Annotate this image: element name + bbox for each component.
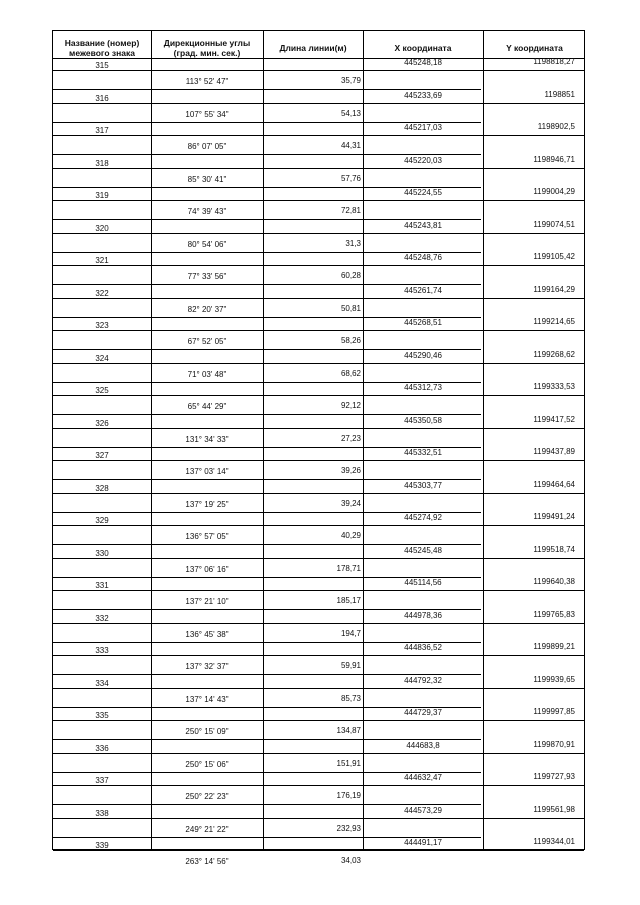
x-coordinate: 444729,37	[404, 708, 442, 717]
row-divider	[53, 103, 584, 104]
direction-angle: 77° 33' 56"	[187, 272, 227, 281]
y-coordinate: 1199518,74	[533, 544, 575, 554]
point-name: 331	[95, 581, 109, 590]
point-name: 317	[95, 126, 109, 135]
y-coordinate: 1199640,38	[533, 577, 575, 586]
direction-angle: 250° 15' 09"	[185, 727, 229, 736]
line-length: 185,17	[336, 596, 361, 605]
direction-angle: 263° 14' 56"	[185, 857, 229, 866]
line-length: 72,81	[340, 206, 361, 215]
x-coordinate: 445220,03	[404, 155, 442, 165]
line-length: 44,31	[340, 141, 361, 150]
x-coordinate: 445217,03	[404, 123, 442, 132]
row-divider	[53, 233, 584, 234]
point-name: 316	[95, 93, 109, 103]
line-length: 194,7	[340, 628, 361, 638]
y-coordinate: 1198818,27	[533, 57, 575, 66]
y-coordinate: 1199437,89	[533, 447, 575, 456]
x-coordinate: 444978,36	[404, 610, 442, 620]
line-length: 178,71	[336, 563, 361, 573]
y-coordinate: 1199464,64	[533, 479, 575, 489]
row-divider	[53, 850, 584, 851]
x-coordinate: 445245,48	[404, 545, 442, 555]
direction-angle: 113° 52' 47"	[185, 77, 229, 86]
point-name: 330	[95, 548, 109, 558]
line-length: 134,87	[336, 726, 361, 735]
y-coordinate: 1198851	[544, 89, 575, 99]
header-y: Y координата	[506, 42, 563, 53]
point-name: 315	[95, 61, 109, 70]
row-divider	[53, 623, 584, 624]
header-length: Длина линии(м)	[279, 42, 347, 53]
row-divider	[53, 200, 584, 201]
point-name: 333	[95, 646, 109, 655]
direction-angle: 80° 54' 06"	[187, 239, 227, 249]
x-coordinate: 445332,51	[404, 448, 442, 457]
row-divider	[53, 298, 584, 299]
line-length: 92,12	[340, 401, 361, 410]
y-coordinate: 1199939,65	[533, 674, 575, 684]
y-coordinate: 1199997,85	[533, 707, 575, 716]
point-name: 319	[95, 191, 109, 200]
line-length: 34,03	[340, 856, 361, 865]
y-coordinate: 1199164,29	[533, 284, 575, 294]
direction-angle: 137° 14' 43"	[185, 694, 229, 704]
point-name: 339	[95, 841, 109, 850]
point-name: 334	[95, 678, 109, 688]
line-length: 54,13	[340, 108, 361, 118]
y-coordinate: 1199899,21	[533, 642, 575, 651]
x-coordinate: 445224,55	[404, 188, 442, 197]
header-x: X координата	[394, 42, 452, 53]
y-coordinate: 1199870,91	[533, 739, 575, 749]
y-coordinate: 1199727,93	[533, 772, 575, 781]
line-length: 59,91	[340, 661, 361, 670]
row-divider	[53, 70, 584, 71]
x-coordinate: 445114,56	[404, 578, 442, 587]
row-divider	[53, 265, 584, 266]
y-coordinate: 1199004,29	[533, 187, 575, 196]
row-divider	[53, 168, 584, 169]
x-coordinate: 445233,69	[404, 90, 442, 100]
row-divider	[53, 135, 584, 136]
x-coordinate: 445243,81	[404, 220, 442, 230]
y-coordinate: 1199561,98	[533, 804, 575, 814]
coordinates-table	[52, 30, 585, 866]
point-name: 326	[95, 418, 109, 428]
point-name: 337	[95, 776, 109, 785]
x-coordinate: 445290,46	[404, 350, 442, 360]
x-coordinate: 445274,92	[404, 513, 442, 522]
direction-angle: 137° 21' 10"	[185, 597, 229, 606]
row-divider	[53, 363, 584, 364]
point-name: 329	[95, 516, 109, 525]
row-divider	[53, 753, 584, 754]
x-coordinate: 444836,52	[404, 643, 442, 652]
x-coordinate: 445350,58	[404, 415, 442, 425]
direction-angle: 136° 45' 38"	[185, 629, 229, 639]
point-name: 335	[95, 711, 109, 720]
x-coordinate: 444632,47	[404, 773, 442, 782]
y-coordinate: 1199491,24	[533, 512, 575, 521]
direction-angle: 107° 55' 34"	[185, 109, 229, 119]
direction-angle: 249° 21' 22"	[185, 824, 229, 834]
row-divider	[53, 493, 584, 494]
line-length: 85,73	[340, 693, 361, 703]
point-name: 328	[95, 483, 109, 493]
row-divider	[53, 590, 584, 591]
row-divider	[53, 330, 584, 331]
point-name: 320	[95, 223, 109, 233]
row-divider	[53, 460, 584, 461]
row-divider	[53, 525, 584, 526]
y-coordinate: 1199333,53	[533, 382, 575, 391]
point-name: 318	[95, 158, 109, 168]
x-coordinate: 444573,29	[404, 805, 442, 815]
x-coordinate: 445303,77	[404, 480, 442, 490]
line-length: 35,79	[340, 76, 361, 85]
line-length: 31,3	[345, 238, 361, 248]
line-length: 58,26	[340, 336, 361, 345]
x-coordinate: 444683,8	[406, 740, 440, 750]
direction-angle: 85° 30' 41"	[187, 174, 227, 184]
direction-angle: 86° 07' 05"	[187, 142, 227, 151]
y-coordinate: 1198902,5	[537, 122, 575, 131]
point-name: 325	[95, 386, 109, 395]
line-length: 39,26	[340, 466, 361, 475]
y-coordinate: 1199214,65	[533, 317, 575, 326]
x-coordinate: 445248,76	[404, 253, 442, 262]
direction-angle: 137° 32' 37"	[185, 662, 229, 671]
direction-angle: 71° 03' 48"	[187, 369, 227, 379]
row-divider	[53, 428, 584, 429]
point-name: 338	[95, 808, 109, 818]
line-length: 40,29	[340, 531, 361, 540]
y-coordinate: 1198946,71	[533, 154, 575, 164]
point-name: 323	[95, 321, 109, 330]
y-coordinate: 1199417,52	[533, 414, 575, 424]
y-coordinate: 1199105,42	[533, 252, 575, 261]
line-length: 50,81	[340, 303, 361, 313]
direction-angle: 67° 52' 05"	[187, 337, 227, 346]
y-coordinate: 1199268,62	[533, 349, 575, 359]
direction-angle: 131° 34' 33"	[185, 434, 229, 444]
header-name: Название (номер) межевого знака	[64, 37, 140, 58]
x-coordinate: 445268,51	[404, 318, 442, 327]
direction-angle: 65° 44' 29"	[187, 402, 227, 411]
y-coordinate: 1199765,83	[533, 609, 575, 619]
x-coordinate: 444491,17	[404, 838, 442, 847]
row-divider	[53, 688, 584, 689]
line-length: 39,24	[340, 498, 361, 508]
direction-angle: 250° 15' 06"	[185, 759, 229, 769]
direction-angle: 250° 22' 23"	[185, 792, 229, 801]
point-name: 322	[95, 288, 109, 298]
point-name: 336	[95, 743, 109, 753]
x-coordinate: 445312,73	[404, 383, 442, 392]
row-divider	[53, 720, 584, 721]
x-coordinate: 445261,74	[404, 285, 442, 295]
row-divider	[53, 655, 584, 656]
line-length: 60,28	[340, 271, 361, 280]
direction-angle: 82° 20' 37"	[187, 304, 227, 314]
point-name: 332	[95, 613, 109, 623]
x-coordinate: 445248,18	[404, 58, 442, 67]
point-name: 321	[95, 256, 109, 265]
row-divider	[53, 558, 584, 559]
direction-angle: 74° 39' 43"	[187, 207, 227, 216]
direction-angle: 137° 06' 16"	[185, 564, 229, 574]
header-angles: Дирекционные углы (град. мин. сек.)	[163, 37, 251, 58]
line-length: 232,93	[336, 823, 361, 833]
line-length: 68,62	[340, 368, 361, 378]
row-divider	[53, 818, 584, 819]
row-divider	[53, 395, 584, 396]
point-name: 327	[95, 451, 109, 460]
y-coordinate: 1199344,01	[533, 837, 575, 846]
line-length: 27,23	[340, 433, 361, 443]
point-name: 324	[95, 353, 109, 363]
line-length: 57,76	[340, 173, 361, 183]
direction-angle: 137° 19' 25"	[185, 499, 229, 509]
line-length: 176,19	[336, 791, 361, 800]
y-coordinate: 1199074,51	[533, 219, 575, 229]
direction-angle: 137° 03' 14"	[185, 467, 229, 476]
line-length: 151,91	[336, 758, 361, 768]
direction-angle: 136° 57' 05"	[185, 532, 229, 541]
row-divider	[53, 785, 584, 786]
x-coordinate: 444792,32	[404, 675, 442, 685]
